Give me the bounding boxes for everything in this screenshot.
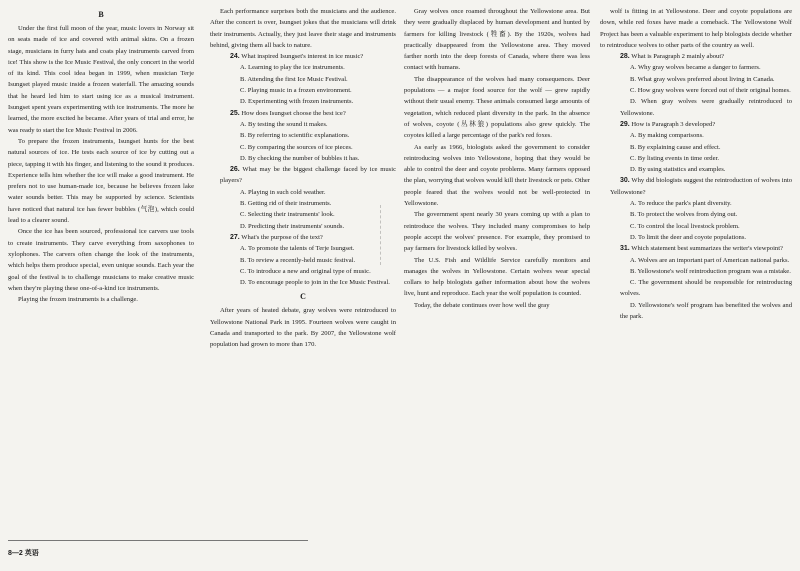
column-1 — [8, 6, 194, 305]
question-text: What inspired Isungset's interest in ice music? — [241, 53, 364, 61]
question-number: 31. — [620, 245, 630, 253]
answer-option[interactable]: D. Predicting their instruments' sounds. — [240, 222, 345, 230]
answer-option[interactable]: C. Playing music in a frozen environment. — [240, 87, 352, 95]
col1-paragraphs — [8, 23, 194, 305]
column-4 — [600, 6, 792, 322]
column-3 — [404, 6, 590, 311]
answer-option[interactable]: A. By making comparisons. — [630, 132, 704, 140]
question-number: 29. — [620, 120, 630, 128]
question-stem — [600, 243, 792, 254]
col3-paragraphs — [404, 6, 590, 311]
section-heading-c: C — [300, 292, 306, 302]
question-number: 25. — [230, 109, 240, 117]
paragraph: Under the first full moon of the year, music lovers in Norway sit on seats made of ice and covered with animal skins. On a frozen stage, musicians in furry hats and coats play instruments carved from ice! This show is the Ice Music Festival, the only concert in the world of its kind. This cool idea began in 1999, when musician Terje Isungset played music inside a frozen waterfall. The amazing sounds that he heard led him to start using ice as a musical instrument. Isungset spent years experimenting with ice instruments. The more he learned, the more excited he became. After years of trial and error, he was ready to start the Ice Music Festival in 2006. — [8, 25, 194, 134]
answer-option[interactable]: A. By testing the sound it makes. — [240, 120, 328, 128]
answer-option[interactable]: D. When gray wolves were gradually reintroduced to Yellowstone. — [620, 98, 792, 117]
question-number: 30. — [620, 177, 630, 185]
answer-option[interactable]: C. By comparing the sources of ice pieces. — [240, 143, 353, 151]
question-text: Why did biologists suggest the reintroduction of wolves into Yellowstone? — [610, 177, 793, 196]
col2-paragraphs-c — [210, 305, 396, 350]
answer-option[interactable]: B. By explaining cause and effect. — [630, 143, 721, 151]
answer-option[interactable]: A. Learning to play the ice instruments. — [240, 64, 345, 72]
paragraph: Playing the frozen instruments is a challenge. — [18, 296, 138, 304]
paragraph: Once the ice has been sourced, professional ice carvers use tools to create instruments. They carve everything from saxophones to xylophones. The carvers often change the look of the instruments, which helps them produce special, even unique sounds. Each year the goal of the festival is to challenge musicians to make creative music when they're playing these one-of-a-kind ice instruments. — [8, 228, 194, 292]
question-text: How is Paragraph 3 developed? — [631, 120, 716, 128]
col4-questions — [600, 51, 792, 322]
question-stem — [600, 175, 792, 198]
answer-option[interactable]: D. Experimenting with frozen instruments. — [240, 98, 354, 106]
question-text: Which statement best summarizes the writer's viewpoint? — [631, 245, 783, 253]
question-text: How does Isungset choose the best ice? — [241, 109, 346, 117]
answer-option[interactable]: D. By checking the number of bubbles it has. — [240, 154, 360, 162]
answer-option[interactable]: C. To control the local livestock problem. — [630, 222, 740, 230]
paragraph: wolf is fitting in at Yellowstone. Deer and coyote populations are down, while red foxes have made a comeback. The Yellowstone Wolf Project has been a valuable experiment to help biologists decide whether to reintroduce wolves to other parts of the country as well. — [600, 8, 792, 49]
page-footer: 8—2 英语 — [8, 550, 39, 557]
question-number: 27. — [230, 233, 240, 241]
answer-option[interactable]: D. By using statistics and examples. — [630, 166, 726, 174]
question-stem — [210, 108, 396, 119]
answer-option[interactable]: A. To promote the talents of Terje Isungset. — [240, 245, 355, 253]
answer-option[interactable]: D. To limit the deer and coyote populations. — [630, 233, 747, 241]
question-stem — [210, 232, 396, 243]
answer-option[interactable]: B. To protect the wolves from dying out. — [630, 211, 738, 219]
answer-option[interactable]: B. By referring to scientific explanations. — [240, 132, 350, 140]
question-stem — [600, 119, 792, 130]
paragraph: The government spent nearly 30 years coming up with a plan to reintroduce the wolves. They included many compromises to help people accept the wolves' presence. For example, they promised to pay farmers for livestock killed by wolves. — [404, 211, 590, 253]
question-number: 28. — [620, 53, 630, 61]
binding-margin-mark — [380, 205, 409, 265]
paragraph: Gray wolves once roamed throughout the Yellowstone area. But they were gradually displaced by human development and hunted by farmers for killing livestock (牲畜). By the 1920s, wolves had practically disappeared from the Yellowstone area. They moved farther north into the deep forests of Canada, where there was less contact with humans. — [404, 8, 590, 72]
section-heading-b: B — [98, 10, 104, 19]
paragraph: Today, the debate continues over how well the gray — [414, 301, 550, 309]
answer-option[interactable]: C. Selecting their instruments' look. — [240, 211, 335, 219]
question-text: What's the purpose of the text? — [241, 233, 323, 241]
question-number: 24. — [230, 53, 240, 61]
column-2 — [210, 6, 396, 351]
answer-option[interactable]: B. Attending the first Ice Music Festival. — [240, 75, 348, 83]
question-text: What may be the biggest challenge faced by ice music players? — [220, 166, 396, 185]
col4-paragraphs — [600, 6, 792, 51]
answer-option[interactable]: B. Yellowstone's wolf reintroduction program was a mistake. — [630, 267, 791, 275]
answer-option[interactable]: A. Wolves are an important part of American national parks. — [630, 256, 790, 264]
footer-divider — [8, 540, 308, 541]
col2-questions — [210, 51, 396, 288]
answer-option[interactable]: A. To reduce the park's plant diversity. — [630, 200, 732, 208]
answer-option[interactable]: B. To review a recently-held music festival. — [240, 256, 356, 264]
question-stem — [210, 51, 396, 62]
answer-option[interactable]: A. Playing in such cold weather. — [240, 188, 326, 196]
question-text: What is Paragraph 2 mainly about? — [631, 53, 725, 61]
paragraph: As early as 1966, biologists asked the government to consider reintroducing wolves into Yellowstone, hoping that they would be able to control the deer and coyote problems. Many farmers opposed the plan, worrying that wolves would kill their livestock or pets. Other people feared that the wolves would not be well-protected in Yellowstone. — [404, 143, 590, 208]
answer-option[interactable]: D. Yellowstone's wolf program has benefited the wolves and the park. — [620, 301, 792, 321]
question-stem — [600, 51, 792, 62]
answer-option[interactable]: A. Why gray wolves became a danger to farmers. — [630, 64, 761, 72]
question-stem — [210, 164, 396, 187]
answer-option[interactable]: B. Getting rid of their instruments. — [240, 200, 332, 208]
col2-paragraphs — [210, 6, 396, 51]
answer-option[interactable]: C. The government should be responsible for reintroducing wolves. — [620, 279, 792, 298]
paragraph: The disappearance of the wolves had many consequences. Deer populations — a major food source for the wolf — grew rapidly without their usual enemy. These animals consumed large amounts of vegetation, which reduced plant diversity in the park. In the absence of wolves, coyote (丛林狼) populations also grew quickly. The coyotes killed a large percentage of the park's red foxes. — [404, 75, 590, 140]
answer-option[interactable]: C. How gray wolves were forced out of their original homes. — [630, 87, 791, 95]
answer-option[interactable]: D. To encourage people to join in the Ice Music Festival. — [240, 279, 390, 287]
question-number: 26. — [230, 166, 240, 174]
paragraph: After years of heated debate, gray wolves were reintroduced to Yellowstone National Park in 1995. Fourteen wolves were caught in Canada and transported to the park. By 2007, the Yellowstone wolf population had grown to more than 170. — [210, 307, 396, 349]
paragraph: The U.S. Fish and Wildlife Service carefully monitors and manages the wolves in Yellowstone. Certain wolves wear special collars to help biologists gather information about how the wolves live, hunt and reproduce. Each year the wolf population is counted. — [404, 256, 590, 298]
answer-option[interactable]: C. To introduce a new and original type of music. — [240, 267, 371, 275]
paragraph: Each performance surprises both the musicians and the audience. After the concert is over, Isungset jokes that the musicians will drink their instruments. Actually, they just leave their stage and instruments behind, giving them all back to nature. — [210, 8, 396, 49]
answer-option[interactable]: C. By listing events in time order. — [630, 154, 720, 162]
paragraph: To prepare the frozen instruments, Isungset hunts for the best natural sources of ice. He tests each source of ice by cutting out a piece, tapping it with his finger, and listening to the sound it produces. Experience tells him whether the ice will make a good instrument. He prefers not to use human-made ice, because he believes frozen lake water sounds better. This may be supported by science. Scientists have noticed that natural ice has fewer bubbles (气泡), which could lead to a clearer sound. — [8, 137, 194, 225]
answer-option[interactable]: B. What gray wolves preferred about living in Canada. — [630, 75, 775, 83]
